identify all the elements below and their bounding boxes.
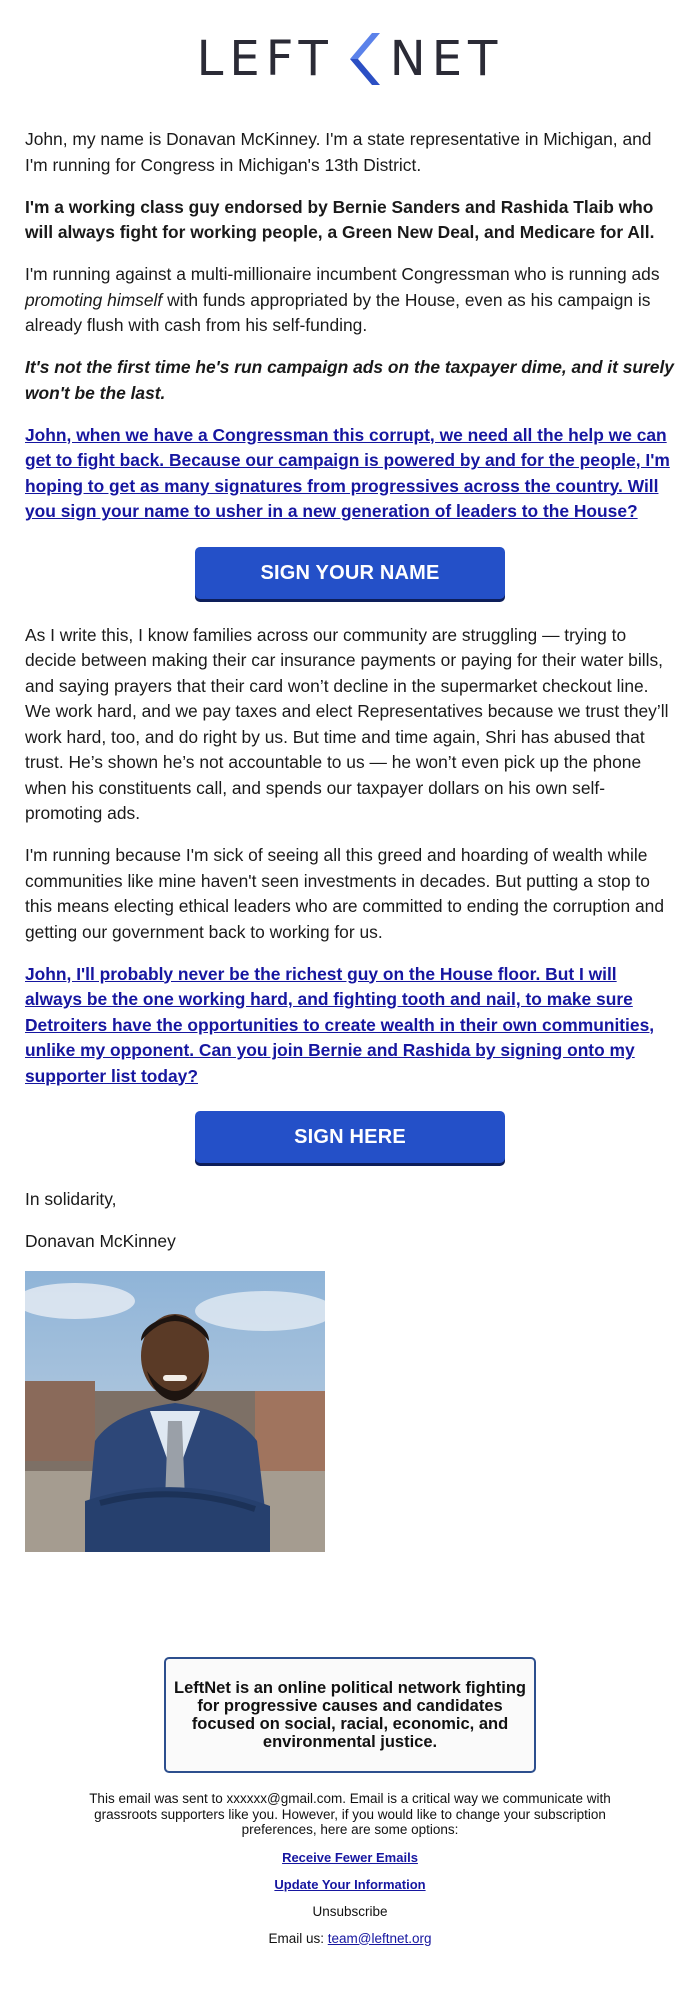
button-row-2 [25, 1111, 675, 1163]
link-paragraph-2 [25, 962, 675, 1090]
closing-text: In solidarity, [25, 1189, 117, 1209]
logo-net-text: NET [389, 31, 504, 87]
candidate-photo [25, 1271, 325, 1552]
footer [0, 1657, 700, 1946]
sign-here-button[interactable]: SIGN HERE [195, 1111, 505, 1163]
unsubscribe-link[interactable]: Unsubscribe [312, 1903, 388, 1919]
endorsement-paragraph: I'm a working class guy endorsed by Bernie Sanders and Rashida Tlaib who will always fight for working people, a Green New Deal, and Medicare for All. [25, 196, 655, 242]
sign-petition-link[interactable]: John, when we have a Congressman this corrupt, we need all the help we can get to fight back. Because our campaign is powered by and for the people, I'm hoping to get as many signatures from progressives across the country. Will you sign your name to usher in a new generation of leaders to the House? [25, 424, 670, 521]
incumbent-text-end: with funds appropriated by the House, even as his campaign is already flush with cash from his self-funding. [25, 289, 651, 335]
update-information-link[interactable]: Update Your Information [274, 1876, 426, 1892]
about-leftnet-box: LeftNet is an online political network fighting for progressive causes and candidates focused on social, racial, economic, and environmental justice. [164, 1657, 536, 1773]
leftnet-logo[interactable] [0, 0, 700, 118]
receive-fewer-emails-link[interactable]: Receive Fewer Emails [282, 1849, 418, 1865]
chevron-logo-icon [344, 31, 380, 87]
families-paragraph: As I write this, I know families across our community are struggling — trying to decide between making their car insurance payments or paying for their water bills, and saying prayers that their card won’t decline in the supermarket checkout line. We work hard, and we pay taxes and elect Representatives because we trust they’ll work hard, too, and do right by us. But time and time again, Shri has abused that trust. He’s shown he’s not accountable to us — he won’t even pick up the phone when his constituents call, and spends our taxpayer dollars on his own self-promoting ads. [25, 624, 669, 823]
contact-email-link[interactable]: team@leftnet.org [327, 1930, 432, 1946]
incumbent-text-start: I'm running against a multi-millionaire incumbent Congressman who is running ads [25, 264, 660, 284]
incumbent-text-emphasis: promoting himself [25, 289, 163, 310]
taxpayer-paragraph: It's not the first time he's run campaign ads on the taxpayer dime, and it surely won't be the last. [25, 357, 674, 403]
supporter-list-link[interactable]: John, I'll probably never be the richest guy on the House floor. But I will always be the one working hard, and fighting tooth and nail, to make sure Detroiters have the opportunities to create wealth in their own communities, unlike my opponent. Can you join Bernie and Rashida by signing onto my supporter list today? [25, 963, 655, 1086]
greed-paragraph: I'm running because I'm sick of seeing all this greed and hoarding of wealth while communities like mine haven't seen investments in decades. But putting a stop to this means electing ethical leaders who are committed to ending the corruption and getting our government back to working for us. [25, 845, 664, 942]
email-body [0, 127, 700, 1552]
link-paragraph-1 [25, 423, 675, 525]
intro-paragraph: John, my name is Donavan McKinney. I'm a state representative in Michigan, and I'm running for Congress in Michigan's 13th District. [25, 129, 652, 175]
logo-left-text: LEFT [196, 31, 334, 87]
email-label: Email us: [268, 1930, 328, 1946]
signature-name: Donavan McKinney [25, 1231, 176, 1251]
subscription-notice: This email was sent to xxxxxx@gmail.com. Email is a critical way we communicate with grassroots supporters like you. However, if you would like to change your subscription preferences, here are some options: [89, 1791, 611, 1837]
button-row-1 [25, 547, 675, 599]
sign-your-name-button[interactable]: SIGN YOUR NAME [195, 547, 505, 599]
contact-email-line [0, 1931, 700, 1946]
incumbent-paragraph [25, 262, 675, 339]
